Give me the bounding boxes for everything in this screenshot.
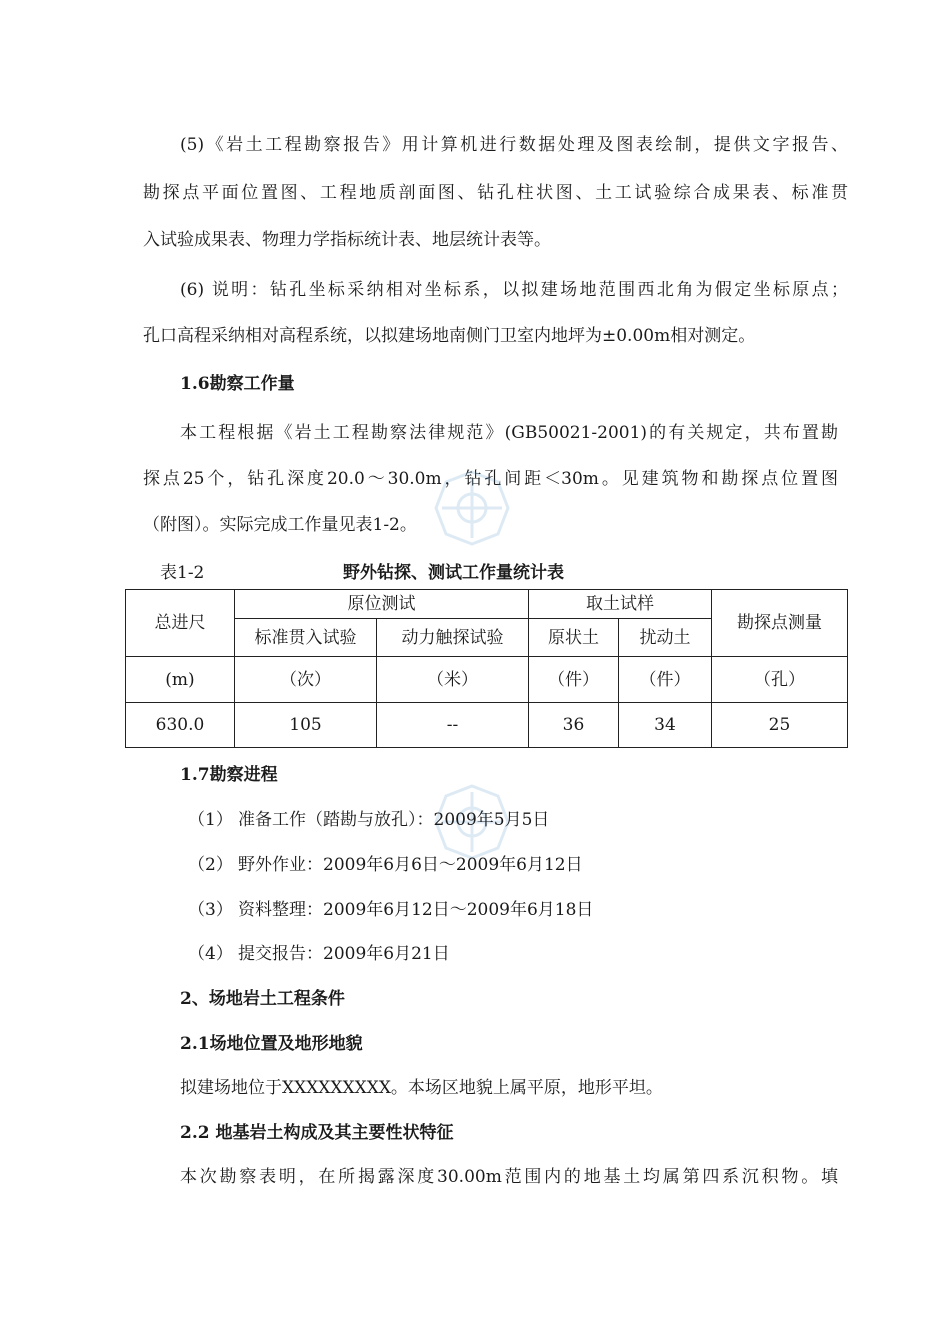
header-dcpt: 动力触探试验 bbox=[377, 619, 529, 657]
header-sampling: 取土试样 bbox=[529, 590, 712, 619]
section-1-6-line-2: 探点25个，钻孔深度20.0～30.0m，钻孔间距＜30m。见建筑物和勘探点位置图 bbox=[143, 469, 838, 489]
unit-cell: （次） bbox=[235, 657, 377, 703]
list-item-text: 资料整理：2009年6月12日～2009年6月18日 bbox=[238, 900, 594, 920]
unit-cell: （孔） bbox=[712, 657, 848, 703]
section-2-2-text: 本次勘察表明，在所揭露深度30.00m范围内的地基土均属第四系沉积物。填 bbox=[180, 1167, 838, 1187]
paragraph-5-line-3: 入试验成果表、物理力学指标统计表、地层统计表等。 bbox=[143, 230, 551, 250]
header-undisturbed: 原状土 bbox=[529, 619, 619, 657]
unit-cell: （米） bbox=[377, 657, 529, 703]
list-item-text: 准备工作（踏勘与放孔）：2009年5月5日 bbox=[238, 810, 550, 830]
list-item-text: 提交报告：2009年6月21日 bbox=[238, 944, 450, 964]
table-values-row bbox=[126, 703, 848, 748]
header-survey: 勘探点测量 bbox=[712, 590, 848, 657]
workload-table bbox=[125, 589, 848, 748]
header-in-situ-test: 原位测试 bbox=[235, 590, 529, 619]
header-spt: 标准贯入试验 bbox=[235, 619, 377, 657]
list-item-text: 野外作业：2009年6月6日～2009年6月12日 bbox=[238, 855, 583, 875]
table-caption-title: 野外钻探、测试工作量统计表 bbox=[343, 563, 564, 583]
value-cell: 34 bbox=[619, 703, 712, 748]
header-disturbed: 扰动土 bbox=[619, 619, 712, 657]
list-item-number: （4） bbox=[188, 944, 233, 964]
table-units-row bbox=[126, 657, 848, 703]
value-cell: 630.0 bbox=[126, 703, 235, 748]
list-item bbox=[188, 942, 450, 966]
section-2-heading: 2、场地岩土工程条件 bbox=[180, 989, 345, 1009]
section-1-6-heading: 1.6勘察工作量 bbox=[180, 374, 295, 394]
list-item bbox=[188, 808, 549, 832]
table-header-row-1 bbox=[126, 590, 848, 619]
value-cell: 105 bbox=[235, 703, 377, 748]
value-cell: -- bbox=[377, 703, 529, 748]
watermark-snowflake-icon bbox=[432, 468, 512, 548]
value-cell: 36 bbox=[529, 703, 619, 748]
table-caption-number: 表1-2 bbox=[160, 563, 205, 583]
header-total-footage: 总进尺 bbox=[126, 590, 235, 657]
section-1-6-line-1: 本工程根据《岩土工程勘察法律规范》(GB50021-2001)的有关规定，共布置勘 bbox=[180, 423, 838, 443]
list-item-number: （2） bbox=[188, 855, 233, 875]
paragraph-6-line-2: 孔口高程采纳相对高程系统，以拟建场地南侧门卫室内地坪为±0.00m相对测定。 bbox=[143, 326, 756, 346]
list-item-number: （1） bbox=[188, 810, 233, 830]
paragraph-5-line-2: 勘探点平面位置图、工程地质剖面图、钻孔柱状图、土工试验综合成果表、标准贯 bbox=[143, 183, 848, 203]
list-item bbox=[188, 898, 593, 922]
paragraph-6-line-1: (6) 说明：钻孔坐标采纳相对坐标系，以拟建场地范围西北角为假定坐标原点； bbox=[180, 280, 848, 300]
paragraph-5-line-1: (5)《岩土工程勘察报告》用计算机进行数据处理及图表绘制，提供文字报告、 bbox=[180, 135, 848, 155]
unit-cell: （件） bbox=[529, 657, 619, 703]
unit-cell: (m) bbox=[126, 657, 235, 703]
section-2-2-heading: 2.2 地基岩土构成及其主要性状特征 bbox=[180, 1123, 454, 1143]
list-item-number: （3） bbox=[188, 900, 233, 920]
section-2-1-heading: 2.1场地位置及地形地貌 bbox=[180, 1034, 363, 1054]
unit-cell: （件） bbox=[619, 657, 712, 703]
section-1-6-line-3: （附图）。实际完成工作量见表1-2。 bbox=[143, 515, 417, 535]
section-2-1-text: 拟建场地位于XXXXXXXXX。本场区地貌上属平原，地形平坦。 bbox=[180, 1078, 663, 1098]
value-cell: 25 bbox=[712, 703, 848, 748]
section-1-7-heading: 1.7勘察进程 bbox=[180, 765, 278, 785]
list-item bbox=[188, 853, 583, 877]
